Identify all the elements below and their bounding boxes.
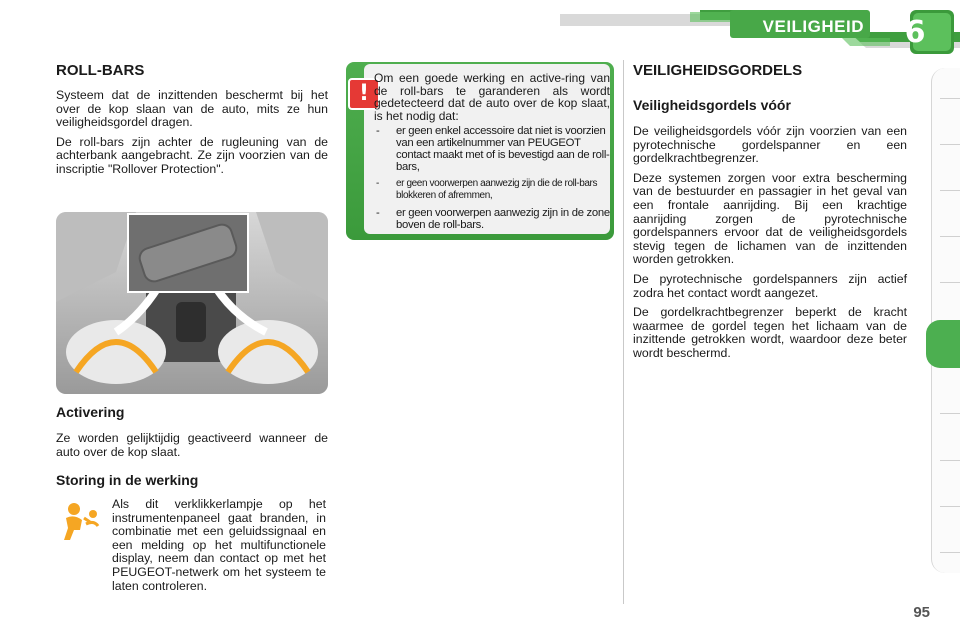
- storing-text-block: [112, 498, 326, 593]
- left-column: [56, 58, 328, 177]
- activering-text: Ze worden gelijktijdig geactiveerd wanneer de auto over de kop slaat.: [56, 431, 328, 459]
- column-divider: [623, 60, 624, 604]
- section-title: VEILIGHEID: [762, 17, 864, 36]
- warning-list: [374, 125, 610, 231]
- storing-section: [56, 472, 328, 488]
- seatbelt-airbag-warning-icon: [60, 500, 104, 544]
- rollbars-heading: ROLL-BARS: [56, 62, 145, 79]
- warning-box: [346, 62, 614, 240]
- warning-item: - er geen voorwerpen aanwezig zijn in de zone boven de roll-bars.: [374, 207, 610, 231]
- warning-intro: Om een goede werking en active-ring van de roll-bars te garanderen als wordt gedetecteerd dat de auto over de kop slaat, is het nodig dat:: [374, 71, 610, 123]
- seatbelts-paragraph-2: Deze systemen zorgen voor extra bescherming van de bestuurder en passagier in het geval van een frontale aanrijding. Bij een krachtige aanrijding zorgen de pyrotechnische gordelspanners ervoor dat de veiligheidsgordels stevig tegen de lichamen van de inzittenden worden getrokken.: [633, 170, 907, 267]
- chapter-tab-active[interactable]: [926, 320, 960, 368]
- warning-item: - er geen enkel accessoire dat niet is voorzien van een artikelnummer van PEUGEOT contact maakt met of is bevestigd aan de roll-bars,: [374, 125, 610, 173]
- rollbars-paragraph-1: Systeem dat de inzittenden beschermt bij het over de kop slaan van de auto, mits ze hun veiligheidsgordel dragen.: [56, 88, 328, 130]
- chapter-number-badge: 6: [904, 15, 926, 50]
- rollbars-photo: [56, 212, 328, 394]
- seatbelts-paragraph-1: De veiligheidsgordels vóór zijn voorzien van een pyrotechnische gordelspanner en een gordelkrachtbegrenzer.: [633, 124, 907, 166]
- storing-text: Als dit verklikkerlampje op het instrumentenpaneel gaat branden, in combinatie met een geluidssignaal en een melding op het multifunctionele display, neem dan contact op met het PEUGEOT-netwerk om het systeem te laten controleren.: [112, 497, 326, 593]
- warning-item: - er geen voorwerpen aanwezig zijn die de roll-bars blokkeren of afremmen,: [374, 178, 610, 202]
- page-number: 95: [913, 604, 930, 621]
- car-interior-illustration: [56, 212, 328, 394]
- activering-section: [56, 404, 328, 459]
- right-column: [633, 58, 907, 361]
- rollbars-paragraph-2: De roll-bars zijn achter de rugleuning van de achterbank aangebracht. Ze zijn voorzien van de inscriptie "Rollover Protection".: [56, 134, 328, 176]
- warning-exclamation-icon: !: [348, 78, 380, 110]
- seatbelts-paragraph-4: De gordelkrachtbegrenzer beperkt de kracht waarmee de gordel tegen het lichaam van de inzittende getrokken wordt, waardoor deze beter wordt beschermd.: [633, 305, 907, 360]
- seatbelts-heading: VEILIGHEIDSGORDELS: [633, 62, 803, 79]
- front-seatbelts-subheading: Veiligheidsgordels vóór: [633, 97, 791, 113]
- storing-heading: Storing in de werking: [56, 472, 199, 488]
- seatbelts-paragraph-3: De pyrotechnische gordelspanners zijn actief zodra het contact wordt aangezet.: [633, 271, 907, 300]
- warning-box-content: [358, 64, 610, 234]
- activering-heading: Activering: [56, 404, 125, 420]
